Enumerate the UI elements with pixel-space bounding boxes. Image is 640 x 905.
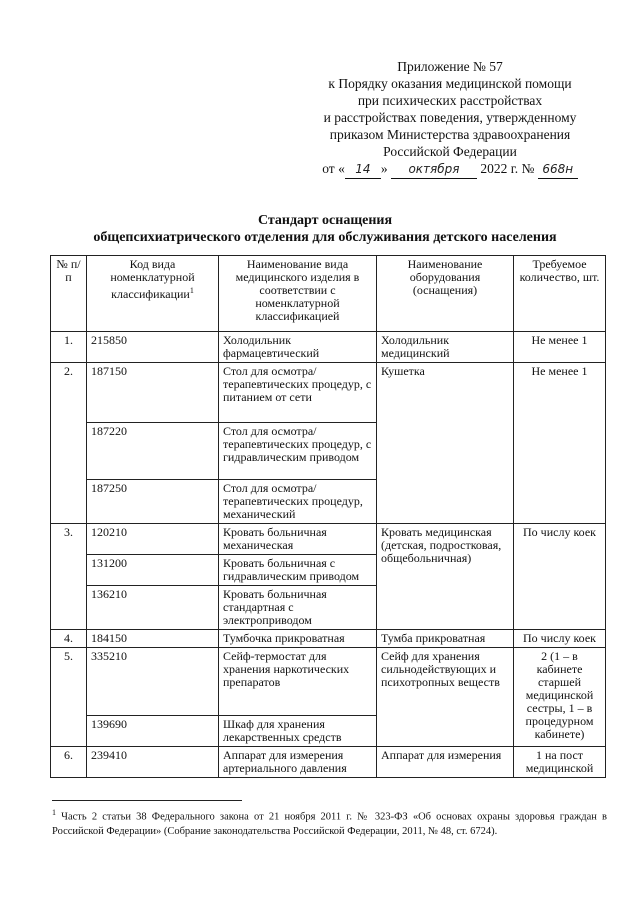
row-qty: Не менее 1 <box>514 332 606 363</box>
footnote-marker: 1 <box>52 808 56 817</box>
row-num: 2. <box>51 363 87 524</box>
row-device: Тумбочка прикроватная <box>219 630 377 648</box>
row-device: Стол для осмотра/терапевтических процедур, механический <box>219 480 377 524</box>
row-equipment: Холодильник медицинский <box>377 332 514 363</box>
table-row <box>51 648 606 716</box>
table-row <box>51 363 606 423</box>
row-qty: По числу коек <box>514 524 606 630</box>
title-line-1: Стандарт оснащения <box>257 213 393 228</box>
row-code: 239410 <box>87 747 219 778</box>
header-equipment: Наименование оборудования (оснащения) <box>377 256 514 332</box>
row-code: 215850 <box>87 332 219 363</box>
order-prefix: от « <box>322 161 345 176</box>
row-qty: Не менее 1 <box>514 363 606 524</box>
row-equipment: Тумба прикроватная <box>377 630 514 648</box>
row-device: Кровать больничная с гидравлическим приводом <box>219 555 377 586</box>
row-device: Сейф-термостат для хранения наркотических препаратов <box>219 648 377 716</box>
row-code: 136210 <box>87 586 219 630</box>
row-device: Стол для осмотра/терапевтических процедур, с питанием от сети <box>219 363 377 423</box>
row-equipment: Аппарат для измерения <box>377 747 514 778</box>
row-device: Кровать больничная механическая <box>219 524 377 555</box>
row-code: 187220 <box>87 423 219 480</box>
row-equipment: Кушетка <box>377 363 514 524</box>
appendix-line: к Порядку оказания медицинской помощи <box>328 76 572 91</box>
row-code: 120210 <box>87 524 219 555</box>
title-line-2: общепсихиатрического отделения для обслуживания детского населения <box>93 230 557 245</box>
order-month-handwritten: октября <box>391 161 477 179</box>
row-code: 131200 <box>87 555 219 586</box>
order-day-handwritten: 14 <box>345 161 381 179</box>
header-qty: Требуемое количество, шт. <box>514 256 606 332</box>
row-qty: По числу коек <box>514 630 606 648</box>
row-device: Аппарат для измерения артериального давления <box>219 747 377 778</box>
footnote-ref: 1 <box>189 286 194 295</box>
appendix-line: Российской Федерации <box>383 144 517 159</box>
equipment-table <box>50 255 606 778</box>
document-title <box>60 212 590 246</box>
row-num: 6. <box>51 747 87 778</box>
appendix-line: при психических расстройствах <box>357 93 543 108</box>
table-row <box>51 747 606 778</box>
row-num: 3. <box>51 524 87 630</box>
row-device: Кровать больничная стандартная с электроприводом <box>219 586 377 630</box>
header-code-text: Код вида номенклатурной классификации <box>110 257 195 301</box>
footnote-divider <box>52 800 242 801</box>
header-device: Наименование вида медицинского изделия в соответствии с номенклатурной классификацией <box>219 256 377 332</box>
row-equipment: Сейф для хранения сильнодействующих и психотропных веществ <box>377 648 514 747</box>
appendix-line: приказом Министерства здравоохранения <box>329 127 571 142</box>
order-mid: » <box>380 161 388 176</box>
order-number-handwritten: 668н <box>538 161 578 179</box>
row-device: Стол для осмотра/терапевтических процедур, с гидравлическим приводом <box>219 423 377 480</box>
appendix-line: Приложение № 57 <box>397 59 503 74</box>
row-device: Холодильник фармацевтический <box>219 332 377 363</box>
order-year: 2022 г. № <box>480 161 535 176</box>
order-line <box>300 160 600 179</box>
row-code: 187250 <box>87 480 219 524</box>
appendix-block <box>300 58 600 179</box>
row-num: 5. <box>51 648 87 747</box>
table-header-row <box>51 256 606 332</box>
table-row <box>51 630 606 648</box>
row-qty: 1 на пост медицинской <box>514 747 606 778</box>
footnote-text: Часть 2 статьи 38 Федерального закона от 21 ноября 2011 г. № 323-ФЗ «Об основах охраны здоровья граждан в Российской Федерации» (Собрание законодательства Российской Федерации, 2011, № 48, ст. 6724). <box>52 811 608 837</box>
row-num: 4. <box>51 630 87 648</box>
row-device: Шкаф для хранения лекарственных средств <box>219 716 377 747</box>
table-row <box>51 524 606 555</box>
row-code: 187150 <box>87 363 219 423</box>
row-num: 1. <box>51 332 87 363</box>
row-code: 335210 <box>87 648 219 716</box>
footnote <box>52 806 607 839</box>
header-code <box>87 256 219 332</box>
header-num: № п/п <box>51 256 87 332</box>
appendix-line: и расстройствах поведения, утвержденному <box>323 110 577 125</box>
table-row <box>51 332 606 363</box>
row-equipment: Кровать медицинская (детская, подростковая, общебольничная) <box>377 524 514 630</box>
row-qty: 2 (1 – в кабинете старшей медицинской сестры, 1 – в процедурном кабинете) <box>514 648 606 747</box>
row-code: 139690 <box>87 716 219 747</box>
row-code: 184150 <box>87 630 219 648</box>
